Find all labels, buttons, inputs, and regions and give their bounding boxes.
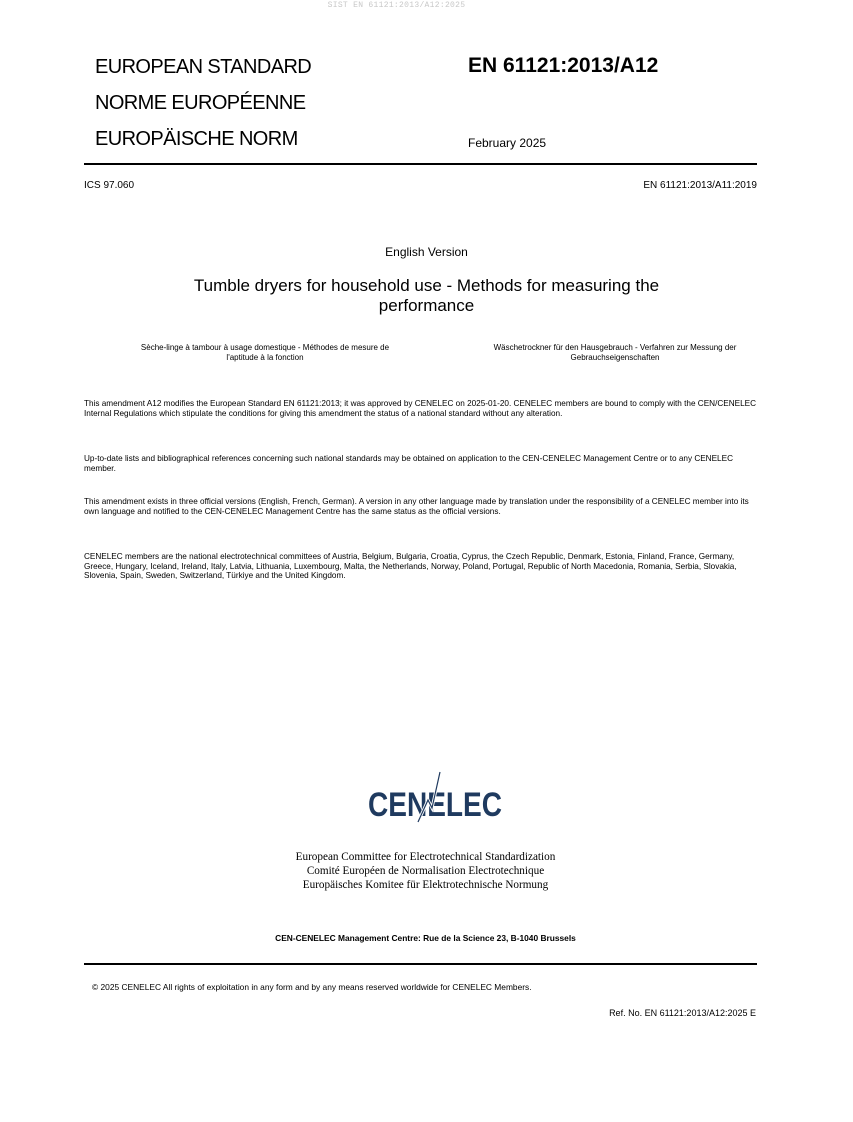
cenelec-logo-text: CENELEC	[368, 786, 502, 824]
ics-code: ICS 97.060	[84, 180, 135, 191]
cenelec-logo-graphic	[366, 770, 506, 824]
header-divider	[84, 163, 757, 165]
cenelec-logo	[366, 770, 506, 824]
paragraph-members: CENELEC members are the national electrotechnical committees of Austria, Belgium, Bulgaria, Croatia, Cyprus, the Czech Republic, Denmark, Estonia, Finland, France, Germany, Greece, Hungary, Iceland, Ireland, Italy, Latvia, Lithuania, Luxembourg, Malta, the Netherlands, Norway, Poland, Portugal, Republic of North Macedonia, Romania, Serbia, Slovakia, Slovenia, Spain, Sweden, Switzerland, Türkiye and the United Kingdom.	[84, 552, 737, 581]
french-title: Sèche-linge à tambour à usage domestique - Méthodes de mesure de l'aptitude à la fonction	[140, 343, 390, 362]
german-title: Wäschetrockner für den Hausgebrauch - Verfahren zur Messung der Gebrauchseigenschaften	[493, 343, 737, 362]
standard-number: EN 61121:2013/A12	[468, 54, 659, 77]
organization-name-german: Europäisches Komitee für Elektrotechnische Normung	[302, 879, 549, 891]
watermark: SIST EN 61121:2013/A12:2025	[327, 1, 466, 10]
paragraph-references: Up-to-date lists and bibliographical references concerning such national standards may be obtained on application to the CEN-CENELEC Management Centre or to any CENELEC member.	[84, 454, 733, 473]
designation-german: EUROPÄISCHE NORM	[95, 128, 298, 150]
organization-name-french: Comité Européen de Normalisation Electrotechnique	[306, 865, 545, 877]
organization-names	[0, 850, 851, 892]
copyright-notice: © 2025 CENELEC All rights of exploitation in any form and by any means reserved worldwide for CENELEC Members.	[92, 982, 532, 992]
management-centre-address: CEN-CENELEC Management Centre: Rue de la Science 23, B-1040 Brussels	[275, 933, 576, 943]
document-title: Tumble dryers for household use - Methods for measuring the performance	[193, 276, 660, 315]
reference-number: Ref. No. EN 61121:2013/A12:2025 E	[609, 1008, 756, 1018]
paragraph-versions: This amendment exists in three official versions (English, French, German). A version in any other language made by translation under the responsibility of a CENELEC member into its own language and notified to the CEN-CENELEC Management Centre has the same status as the official versions.	[84, 497, 749, 516]
designation-english: EUROPEAN STANDARD	[95, 56, 312, 78]
footer-divider	[84, 963, 757, 965]
organization-name-english: European Committee for Electrotechnical Standardization	[295, 851, 556, 863]
publication-date: February 2025	[468, 136, 547, 150]
supersedes-reference: EN 61121:2013/A11:2019	[643, 180, 757, 191]
designation-french: NORME EUROPÉENNE	[95, 92, 306, 114]
version-label: English Version	[385, 245, 468, 259]
paragraph-approval: This amendment A12 modifies the European Standard EN 61121:2013; it was approved by CENELEC on 2025-01-20. CENELEC members are bound to comply with the CEN/CENELEC Internal Regulations which stipulate the conditions for giving this amendment the status of a national standard without any alteration.	[84, 399, 757, 418]
